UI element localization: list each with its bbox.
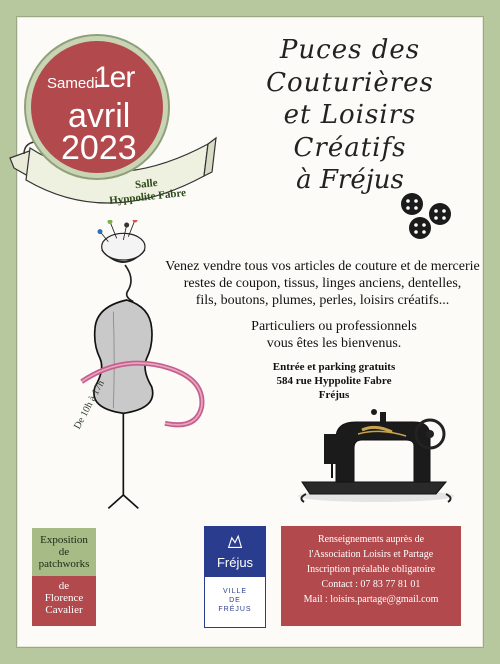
date-number: 1er bbox=[94, 61, 135, 94]
expo-author-line2: Florence bbox=[44, 592, 84, 604]
contact-box bbox=[281, 526, 461, 626]
invite-line1: Particuliers ou professionnels bbox=[251, 319, 417, 334]
description-line3: fils, boutons, plumes, perles, loisirs créatifs... bbox=[195, 293, 450, 308]
venue-line1: Salle bbox=[134, 176, 159, 192]
info-line1: Entrée et parking gratuits bbox=[272, 361, 396, 373]
venue-line2: Hyppolite Fabre bbox=[108, 186, 187, 207]
frejus-ville-line2: DE bbox=[229, 597, 241, 604]
frejus-logo bbox=[204, 526, 266, 628]
date-badge bbox=[26, 36, 168, 178]
sewing-buttons-icon bbox=[398, 190, 458, 242]
contact-email: Mail : loisirs.partage@gmail.com bbox=[303, 594, 439, 605]
info-line2: 584 rue Hyppolite Fabre bbox=[276, 375, 392, 387]
description bbox=[160, 258, 485, 309]
expo-author-line3: Cavalier bbox=[45, 604, 83, 616]
expo-line1: Exposition bbox=[40, 534, 88, 546]
description-line1: Venez vendre tous vos articles de couture et de mercerie bbox=[165, 259, 480, 274]
frejus-name: Fréjus bbox=[216, 555, 254, 570]
poster-title bbox=[230, 34, 470, 197]
contact-line2: l'Association Loisirs et Partage bbox=[308, 549, 434, 560]
invite-text bbox=[234, 318, 434, 352]
title-line3: à Fréjus bbox=[296, 165, 404, 195]
description-line2: restes de coupon, tissus, linges anciens, dentelles, bbox=[183, 276, 462, 291]
frejus-ville bbox=[205, 587, 265, 614]
title-line2: et Loisirs Créatifs bbox=[283, 100, 417, 163]
expo-author bbox=[32, 576, 96, 626]
contact-line3: Inscription préalable obligatoire bbox=[306, 564, 436, 575]
info-line3: Fréjus bbox=[318, 389, 350, 401]
title-line1: Puces des Couturières bbox=[266, 35, 434, 98]
date-month: avril bbox=[68, 97, 131, 135]
frejus-ville-line3: FRÉJUS bbox=[218, 606, 252, 613]
contact-line1: Renseignements auprès de bbox=[317, 534, 425, 545]
invite-line2: vous êtes les bienvenus. bbox=[266, 336, 402, 351]
frejus-ville-line1: VILLE bbox=[222, 588, 248, 595]
exposition-box bbox=[32, 528, 96, 626]
opening-hours: De 10h à 17h bbox=[72, 378, 107, 432]
date-year: 2023 bbox=[61, 129, 137, 167]
contact-phone: Contact : 07 83 77 81 01 bbox=[321, 579, 421, 590]
expo-author-line1: de bbox=[58, 580, 70, 592]
sewing-machine-illustration bbox=[296, 394, 456, 504]
frejus-logo-top bbox=[205, 527, 265, 577]
date-day: Samedi bbox=[47, 75, 98, 92]
expo-line2: de bbox=[58, 546, 70, 558]
expo-line3: patchworks bbox=[38, 558, 90, 570]
frejus-emblem-icon bbox=[227, 533, 243, 549]
